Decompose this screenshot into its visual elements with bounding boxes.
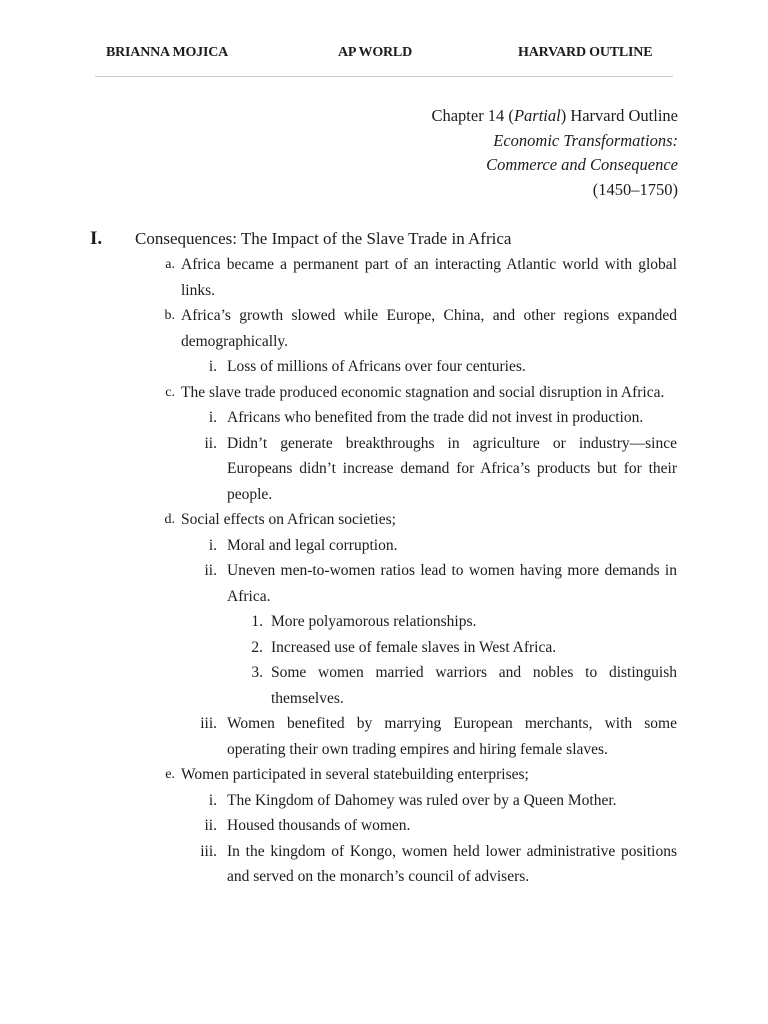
- section-title: Consequences: The Impact of the Slave Trade in Africa: [135, 229, 512, 248]
- outline-item-e-i: [208, 788, 677, 814]
- item-marker: 3.: [251, 664, 263, 681]
- item-marker: i.: [208, 791, 217, 809]
- item-text: Increased use of female slaves in West Africa.: [271, 638, 557, 656]
- item-marker: a.: [165, 257, 175, 272]
- outline-item-d-ii-3: [251, 660, 677, 711]
- item-text: Women benefited by marrying European merchants, with some operating their own trading empires and hiring female slaves.: [227, 715, 677, 758]
- item-marker: iii.: [200, 715, 217, 732]
- outline-item-b-i: [208, 354, 677, 380]
- item-marker: 1.: [251, 613, 263, 630]
- item-marker: i.: [208, 358, 217, 375]
- item-marker: ii.: [204, 434, 217, 452]
- item-text: Uneven men-to-women ratios lead to women having more demands in Africa.: [227, 562, 677, 605]
- outline-item-e-ii: [204, 813, 677, 839]
- title-block: [431, 104, 678, 202]
- item-marker: ii.: [204, 817, 217, 834]
- item-text: More polyamorous relationships.: [271, 613, 477, 630]
- outline-item-e: [165, 762, 677, 788]
- item-marker: 2.: [251, 638, 263, 656]
- item-text: In the kingdom of Kongo, women held lower administrative positions and served on the monarch’s council of advisers.: [227, 842, 677, 885]
- subtitle-line-1: Economic Transformations:: [493, 130, 678, 150]
- outline-item-d-iii: [200, 711, 677, 762]
- section-heading: [0, 226, 768, 252]
- outline-item-b: [164, 303, 677, 354]
- item-text: Social effects on African societies;: [181, 511, 396, 528]
- item-marker: iii.: [200, 842, 217, 860]
- section-numeral: I.: [90, 228, 103, 249]
- item-marker: d.: [164, 512, 175, 527]
- outline-item-d-ii-2: [251, 635, 677, 661]
- item-text: Housed thousands of women.: [227, 817, 411, 834]
- item-text: Africa’s growth slowed while Europe, China, and other regions expanded demographically.: [181, 307, 677, 350]
- item-text: The slave trade produced economic stagnation and social disruption in Africa.: [181, 383, 665, 401]
- outline-item-e-iii: [200, 839, 677, 890]
- outline-item-c-i: [208, 405, 677, 431]
- date-range: (1450–1750): [592, 179, 678, 199]
- outline-item-d-i: [208, 533, 677, 559]
- item-text: Some women married warriors and nobles to distinguish themselves.: [271, 664, 677, 707]
- course-name: AP WORLD: [338, 45, 412, 60]
- item-text: Loss of millions of Africans over four centuries.: [227, 358, 526, 375]
- outline-item-d-ii-1: [251, 609, 677, 635]
- outline-item-d: [164, 507, 677, 533]
- author-name: BRIANNA MOJICA: [106, 45, 229, 60]
- header-divider: [95, 76, 673, 77]
- outline-body: [0, 226, 768, 890]
- page-header: [0, 45, 768, 67]
- document-type: HARVARD OUTLINE: [518, 45, 653, 60]
- item-marker: b.: [164, 308, 175, 323]
- subtitle-line-2: Commerce and Consequence: [486, 155, 678, 174]
- item-text: Africans who benefited from the trade did not invest in production.: [227, 409, 644, 426]
- chapter-title-prefix: Chapter 14 (: [431, 106, 514, 125]
- outline-item-c: [165, 380, 677, 406]
- outline-item-d-ii: [204, 558, 677, 609]
- item-marker: ii.: [204, 562, 217, 579]
- item-text: Moral and legal corruption.: [227, 536, 398, 554]
- chapter-title-italic: Partial: [513, 106, 561, 125]
- item-marker: i.: [208, 409, 217, 426]
- item-text: Didn’t generate breakthroughs in agriculture or industry—since Europeans didn’t increase demand for Africa’s products but for their people.: [227, 434, 677, 503]
- chapter-title-suffix: ) Harvard Outline: [560, 106, 678, 125]
- item-marker: i.: [208, 536, 217, 554]
- item-marker: c.: [165, 384, 175, 400]
- chapter-title: [431, 104, 678, 129]
- item-text: The Kingdom of Dahomey was ruled over by a Queen Mother.: [227, 791, 617, 809]
- outline-item-c-ii: [204, 431, 677, 508]
- item-text: Africa became a permanent part of an interacting Atlantic world with global links.: [181, 256, 677, 299]
- outline-item-a: [165, 252, 677, 303]
- item-marker: e.: [165, 767, 175, 782]
- item-text: Women participated in several statebuilding enterprises;: [181, 766, 529, 783]
